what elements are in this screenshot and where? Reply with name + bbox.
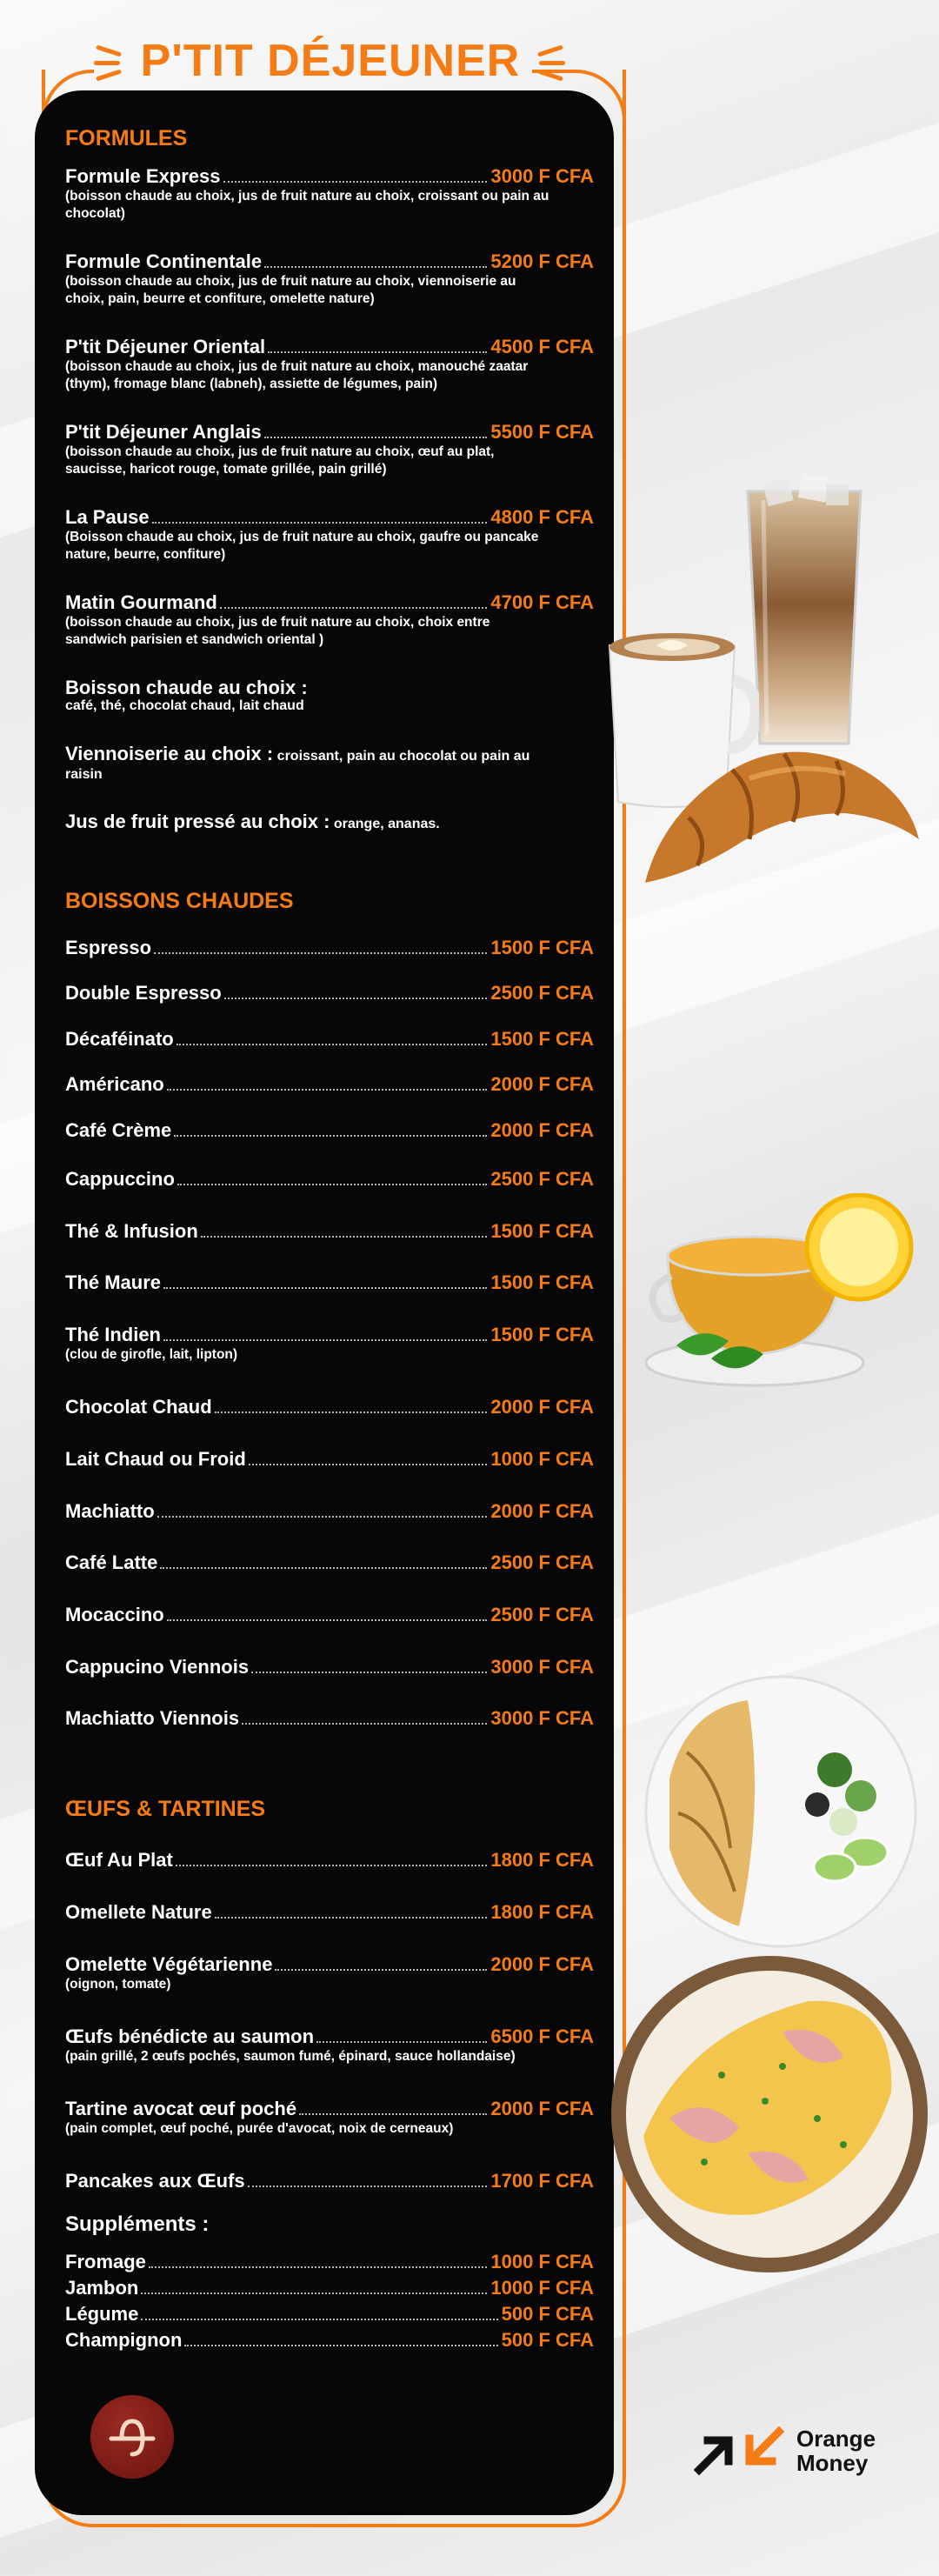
section-heading-formules: FORMULES [65,126,188,150]
item-name: Tartine avocat œuf poché [65,2098,297,2119]
orange-money-line2: Money [796,2450,869,2476]
menu-item [65,2303,594,2326]
item-name: Pancakes aux Œufs [65,2170,245,2192]
item-name: Matin Gourmand [65,591,217,613]
menu-item [65,1028,594,1051]
leader-dots [264,437,488,438]
menu-item [65,1220,594,1243]
item-price: 2000 F CFA [490,1396,594,1418]
leader-dots [248,2186,488,2187]
leader-dots [299,2113,487,2115]
item-price: 4800 F CFA [490,506,594,528]
item-price: 2500 F CFA [490,1168,594,1190]
item-name: Décaféinato [65,1028,174,1050]
item-price: 4500 F CFA [490,336,594,357]
item-name: Formule Continentale [65,250,263,272]
menu-item [65,982,594,1004]
leader-dots [251,1672,487,1673]
section-heading-oeufs: ŒUFS & TARTINES [65,1797,266,1821]
menu-item [65,1073,594,1096]
note-text: orange, ananas. [330,817,440,831]
item-name: Thé & Infusion [65,1220,198,1242]
item-description: (boisson chaude au choix, jus de fruit nature au choix, viennoiserie au choix, pain, beurre et confiture, omelette nature) [65,274,516,306]
item-price: 1000 F CFA [490,2277,594,2299]
leader-dots [176,1865,488,1866]
leader-dots [268,351,487,353]
orange-money-label [796,2426,876,2475]
item-price: 2500 F CFA [490,1552,594,1573]
leader-dots [316,2041,487,2043]
leader-dots [163,1339,487,1341]
title-decoration [539,61,565,65]
item-name: Machiatto [65,1500,155,1522]
menu-item [65,1707,594,1730]
item-description: (boisson chaude au choix, jus de fruit nature au choix, œuf au plat, saucisse, haricot rouge, tomate grillée, pain grillé) [65,444,495,477]
menu-item [65,2025,594,2065]
item-name: Œufs bénédicte au saumon [65,2025,315,2047]
item-price: 6500 F CFA [490,2025,594,2047]
menu-item [65,1448,594,1471]
leader-dots [154,952,487,954]
item-name: Café Crème [65,1119,172,1141]
item-name: Chocolat Chaud [65,1396,212,1418]
tea-cup-illustration [642,1193,929,1402]
page-title: P'TIT DÉJEUNER [140,36,521,86]
leader-dots [152,522,488,524]
item-name: Espresso [65,937,152,958]
note-heading: Jus de fruit pressé au choix : [65,811,330,832]
title-decoration [96,69,122,81]
leader-dots [264,266,487,268]
item-price: 5500 F CFA [490,421,594,443]
item-name: Double Espresso [65,982,222,1004]
title-decoration [537,44,563,57]
menu-item [65,1168,594,1191]
item-price: 5200 F CFA [490,250,594,272]
logo-mark-icon [106,2411,158,2463]
item-description: (Boisson chaude au choix, jus de fruit nature au choix, gaufre ou pancake nature, beurre, confiture) [65,530,539,562]
title-decoration [94,61,120,65]
item-name: Œuf Au Plat [65,1849,173,1871]
item-price: 1500 F CFA [490,1271,594,1293]
item-name: La Pause [65,506,150,528]
menu-item [65,937,594,959]
viennoiserie-choice-note [65,744,552,784]
leader-dots [163,1287,487,1289]
menu-item [65,1500,594,1523]
item-price: 3000 F CFA [490,1656,594,1678]
menu-item [65,165,594,223]
menu-item [65,1953,594,1993]
menu-item [65,1849,594,1872]
menu-item [65,2170,594,2192]
crepe-plate-illustration [635,1674,926,1948]
item-name: Mocaccino [65,1604,164,1625]
leader-dots [176,1044,488,1045]
item-description: (clou de girofle, lait, lipton) [65,1347,238,1362]
item-name: P'tit Déjeuner Oriental [65,336,266,357]
title-decoration [96,44,122,57]
item-price: 2000 F CFA [490,1073,594,1095]
menu-item [65,1271,594,1294]
menu-item [65,2277,594,2299]
item-price: 1000 F CFA [490,2251,594,2272]
menu-item [65,1656,594,1678]
leader-dots [174,1135,487,1137]
croissant-illustration [628,735,928,896]
menu-item [65,1324,594,1364]
item-price: 1000 F CFA [490,1448,594,1470]
orange-money-arrows-icon [692,2425,788,2477]
leader-dots [157,1516,488,1518]
item-name: Omellete Nature [65,1901,212,1923]
item-name: Légume [65,2303,139,2325]
restaurant-logo [90,2395,174,2479]
item-description: (pain grillé, 2 œufs pochés, saumon fumé, épinard, sauce hollandaise) [65,2049,516,2064]
supplements-heading: Suppléments : [65,2212,210,2236]
leader-dots [141,2319,497,2320]
menu-item [65,2329,594,2352]
item-price: 2500 F CFA [490,982,594,1004]
leader-dots [167,1619,488,1621]
item-price: 2500 F CFA [490,1604,594,1625]
item-name: Formule Express [65,165,221,187]
item-name: Thé Indien [65,1324,161,1345]
menu-item [65,421,594,478]
leader-dots [167,1089,488,1091]
jus-choice-note [65,812,552,833]
item-price: 1700 F CFA [490,2170,594,2192]
note-text: croissant, pain au chocolat ou pain au raisin [65,749,530,782]
section-heading-boissons: BOISSONS CHAUDES [65,889,294,913]
item-name: Thé Maure [65,1271,162,1293]
menu-item [65,2251,594,2273]
item-price: 2000 F CFA [490,1119,594,1141]
item-description: (oignon, tomate) [65,1977,171,1992]
leader-dots [215,1917,488,1919]
item-description: (pain complet, œuf poché, purée d'avocat, noix de cerneaux) [65,2121,454,2136]
item-name: Café Latte [65,1552,158,1573]
menu-item [65,1396,594,1418]
note-text: café, thé, chocolat chaud, lait chaud [65,698,304,713]
item-price: 2000 F CFA [490,1953,594,1975]
item-price: 1500 F CFA [490,1028,594,1050]
menu-item [65,591,594,649]
item-price: 1800 F CFA [490,1901,594,1923]
omelette-plate-illustration [609,1953,930,2275]
note-heading: Viennoiserie au choix : [65,743,274,764]
orange-money-badge [692,2425,876,2477]
item-name: P'tit Déjeuner Anglais [65,421,262,443]
leader-dots [242,1723,487,1725]
leader-dots [249,1464,488,1465]
item-name: Machiatto Viennois [65,1707,240,1729]
leader-dots [220,607,488,609]
page-header [0,26,661,96]
leader-dots [184,2345,497,2346]
item-price: 2000 F CFA [490,2098,594,2119]
item-price: 500 F CFA [501,2303,594,2325]
item-price: 3000 F CFA [490,165,594,187]
leader-dots [201,1236,488,1238]
item-name: Champignon [65,2329,183,2351]
item-price: 2000 F CFA [490,1500,594,1522]
item-name: Jambon [65,2277,139,2299]
item-name: Américano [65,1073,164,1095]
menu-item [65,250,594,308]
leader-dots [224,998,488,999]
item-price: 3000 F CFA [490,1707,594,1729]
item-description: (boisson chaude au choix, jus de fruit nature au choix, manouché zaatar (thym), fromage blanc (labneh), assiette de légumes, pain) [65,359,529,391]
leader-dots [141,2292,487,2294]
menu-item [65,2098,594,2138]
item-price: 1500 F CFA [490,937,594,958]
item-name: Cappucino Viennois [65,1656,250,1678]
leader-dots [275,1969,487,1971]
note-heading: Boisson chaude au choix : [65,677,308,698]
leader-dots [223,181,488,183]
item-price: 500 F CFA [501,2329,594,2351]
item-name: Lait Chaud ou Froid [65,1448,246,1470]
item-price: 1500 F CFA [490,1220,594,1242]
leader-dots [177,1184,487,1185]
item-description: (boisson chaude au choix, jus de fruit nature au choix, choix entre sandwich parisien et sandwich oriental ) [65,615,490,647]
item-price: 1500 F CFA [490,1324,594,1345]
item-name: Fromage [65,2251,146,2272]
leader-dots [160,1567,487,1569]
menu-item [65,1604,594,1626]
title-decoration [537,69,563,81]
boisson-choice-note [65,678,552,715]
menu-item [65,1552,594,1574]
menu-item [65,1119,594,1142]
menu-item [65,336,594,393]
item-description: (boisson chaude au choix, jus de fruit nature au choix, croissant ou pain au chocolat) [65,189,549,221]
menu-item [65,1901,594,1924]
leader-dots [149,2266,487,2268]
menu-item [65,506,594,564]
item-price: 4700 F CFA [490,591,594,613]
item-name: Omelette Végétarienne [65,1953,273,1975]
item-price: 1800 F CFA [490,1849,594,1871]
item-name: Cappuccino [65,1168,175,1190]
leader-dots [215,1411,488,1413]
orange-money-line1: Orange [796,2426,876,2452]
